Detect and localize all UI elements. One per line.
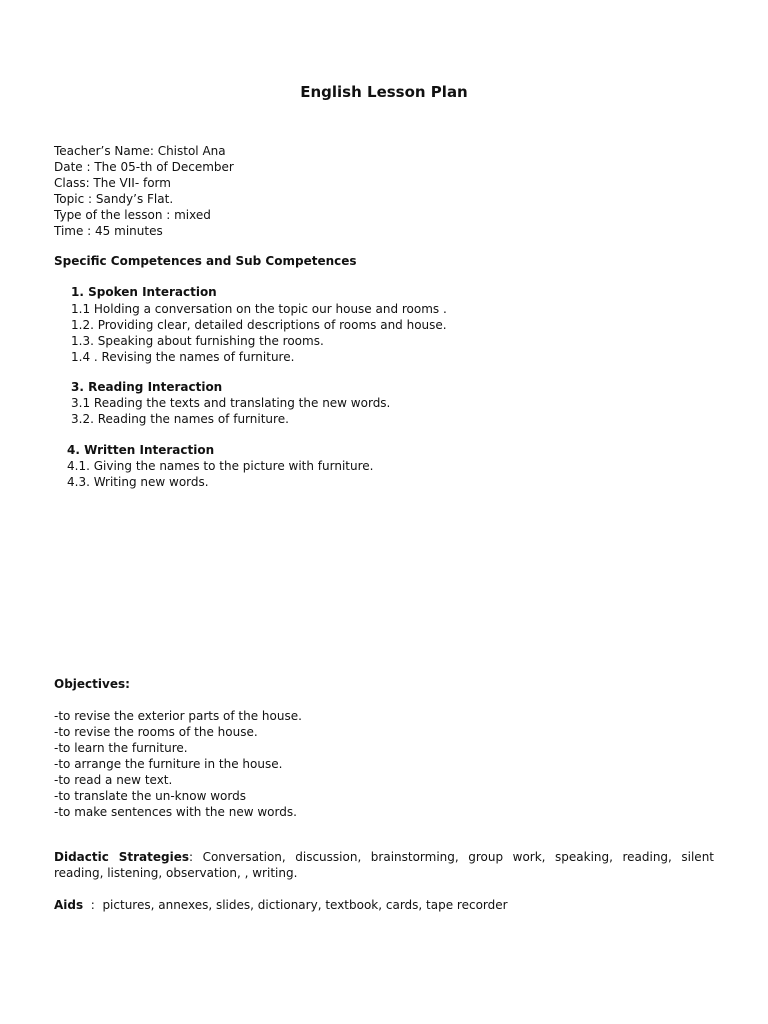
- section-heading-spoken: 1. Spoken Interaction: [71, 285, 217, 299]
- section-items-spoken: [71, 301, 447, 365]
- topic-line: Topic : Sandy’s Flat.: [54, 192, 174, 206]
- list-item: -to revise the exterior parts of the house.: [54, 709, 302, 723]
- list-item: 4.3. Writing new words.: [67, 475, 209, 489]
- list-item: 1.3. Speaking about furnishing the rooms.: [71, 334, 324, 348]
- teacher-name-line: Teacher’s Name: Chistol Ana: [54, 144, 226, 158]
- list-item: 1.2. Providing clear, detailed descriptions of rooms and house.: [71, 318, 447, 332]
- section-heading-reading: 3. Reading Interaction: [71, 380, 223, 394]
- list-item: -to arrange the furniture in the house.: [54, 757, 283, 771]
- list-item: -to read a new text.: [54, 773, 173, 787]
- objectives-list: [54, 708, 302, 820]
- didactic-strategies-text: : Conversation, discussion, brainstorming, group work, speaking, reading, silent reading, listening, observation, , writing.: [54, 850, 715, 880]
- lesson-type-line: Type of the lesson : mixed: [54, 208, 211, 222]
- list-item: -to revise the rooms of the house.: [54, 725, 258, 739]
- section-items-reading: [71, 395, 390, 427]
- didactic-strategies-paragraph: [54, 849, 714, 881]
- list-item: 4.1. Giving the names to the picture with furniture.: [67, 459, 374, 473]
- objectives-heading: Objectives:: [54, 677, 130, 691]
- date-line: Date : The 05-th of December: [54, 160, 234, 174]
- aids-line: [54, 897, 508, 913]
- lesson-header-info: [54, 143, 234, 239]
- list-item: 3.1 Reading the texts and translating the new words.: [71, 396, 391, 410]
- section-heading-written: 4. Written Interaction: [67, 443, 215, 457]
- list-item: -to translate the un-know words: [54, 789, 246, 803]
- class-line: Class: The VII- form: [54, 176, 171, 190]
- document-title: English Lesson Plan: [300, 83, 468, 101]
- list-item: 1.4 . Revising the names of furniture.: [71, 350, 295, 364]
- list-item: -to make sentences with the new words.: [54, 805, 297, 819]
- aids-text: : pictures, annexes, slides, dictionary, textbook, cards, tape recorder: [83, 898, 508, 912]
- list-item: 3.2. Reading the names of furniture.: [71, 412, 289, 426]
- time-line: Time : 45 minutes: [54, 224, 163, 238]
- list-item: -to learn the furniture.: [54, 741, 188, 755]
- list-item: 1.1 Holding a conversation on the topic our house and rooms .: [71, 302, 447, 316]
- aids-label: Aids: [54, 898, 84, 912]
- competences-heading: Specific Competences and Sub Competences: [54, 254, 357, 268]
- section-items-written: [67, 458, 373, 490]
- didactic-strategies-label: Didactic Strategies: [54, 850, 189, 864]
